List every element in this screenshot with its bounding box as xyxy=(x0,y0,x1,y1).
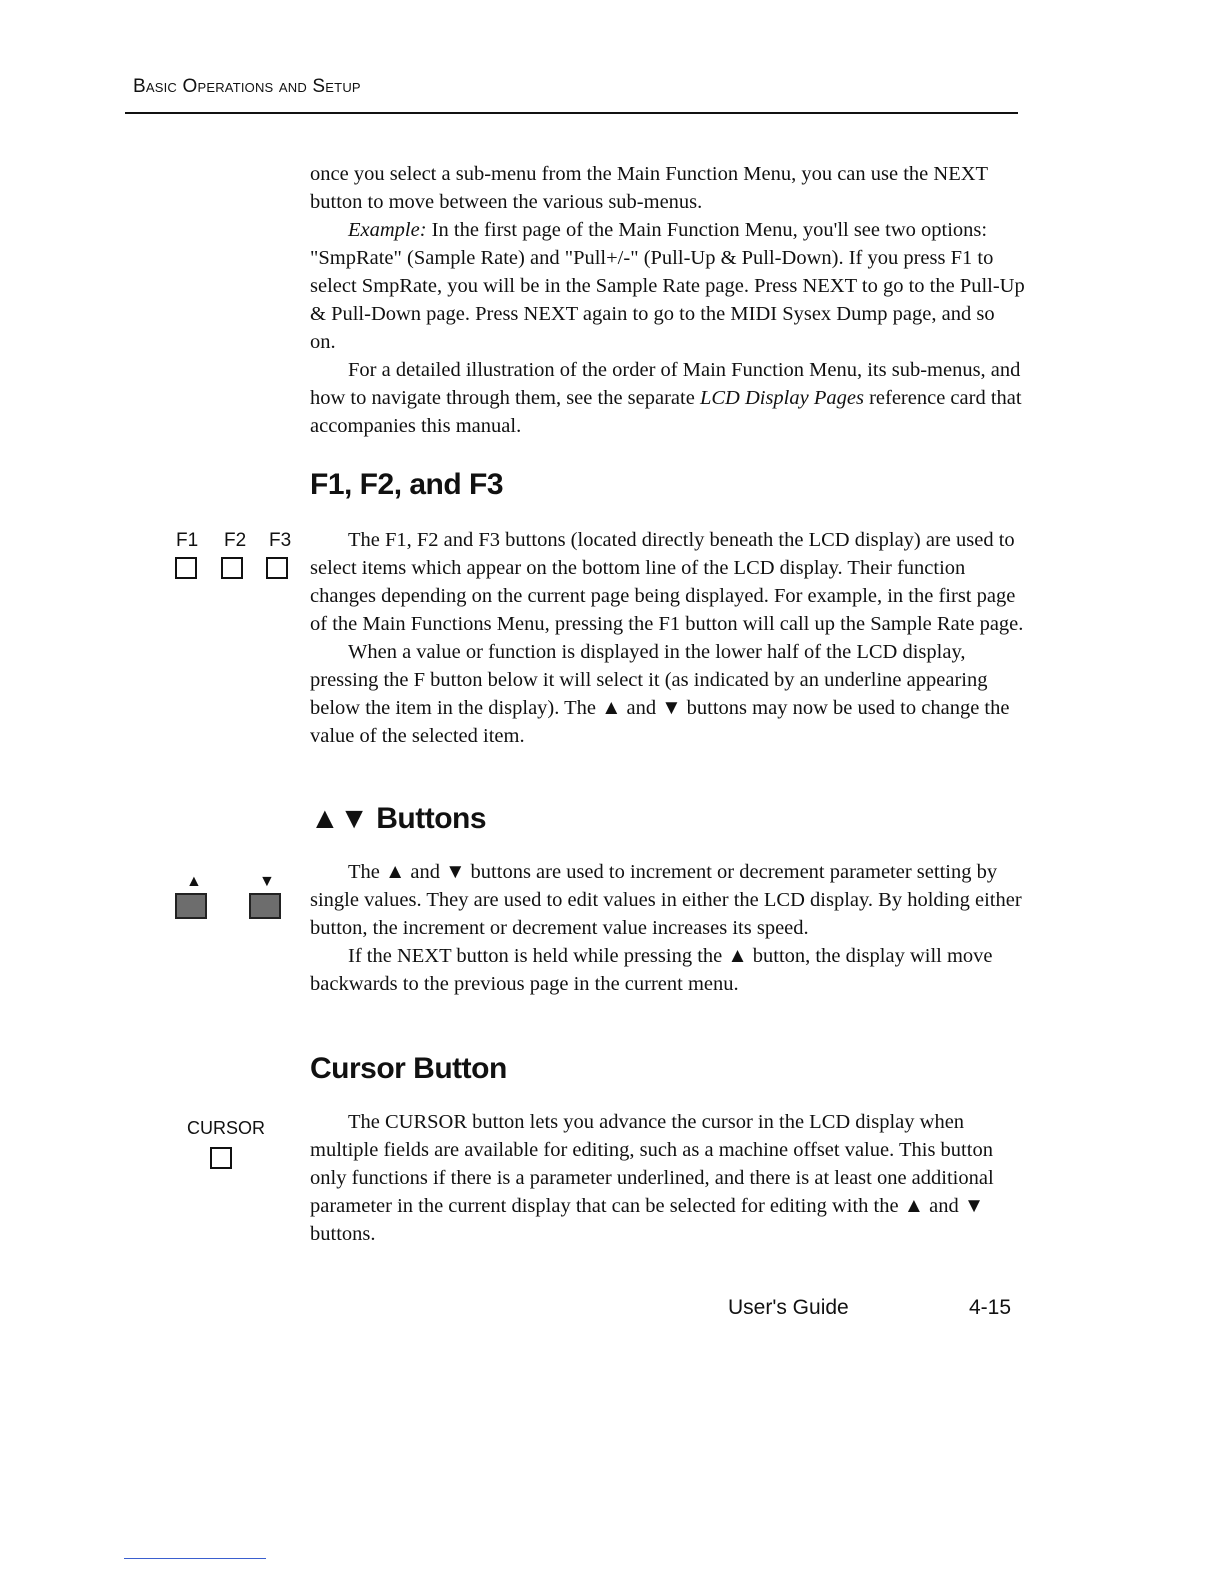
arrow-paragraph-1: The ▲ and ▼ buttons are used to increment or decrement parameter setting by single values. They are used to edit values in either the LCD display. By holding either button, the increment or decrement value increases its speed. xyxy=(310,861,1022,939)
reference-title: LCD Display Pages xyxy=(699,387,864,409)
down-arrow-icon: ▼ xyxy=(259,873,275,890)
intro-paragraph-1: once you select a sub-menu from the Main Function Menu, you can use the NEXT button to move between the various sub-menus. xyxy=(310,163,988,213)
section-heading-f-buttons: F1, F2, and F3 xyxy=(310,468,504,501)
down-button-icon xyxy=(249,893,281,919)
f2-label: F2 xyxy=(224,530,247,551)
intro-section xyxy=(310,160,1025,440)
arrow-paragraph-2: If the NEXT button is held while pressing the ▲ button, the display will move backwards to the previous page in the current menu. xyxy=(310,945,993,995)
running-head: Basic Operations and Setup xyxy=(133,76,361,97)
f-paragraph-1: The F1, F2 and F3 buttons (located directly beneath the LCD display) are used to select items which appear on the bottom line of the LCD display. Their function changes depending on the current page being displayed. For example, in the first page of the Main Functions Menu, pressing the F1 button will call up the Sample Rate page. xyxy=(310,529,1024,635)
up-button-icon xyxy=(175,893,207,919)
section-heading-cursor: Cursor Button xyxy=(310,1052,507,1085)
cursor-button-icon xyxy=(210,1147,232,1169)
scan-artifact-line xyxy=(124,1558,266,1559)
page-header xyxy=(125,70,1018,114)
intro-paragraph-2: Example: In the first page of the Main Function Menu, you'll see two options: "SmpRate" (Sample Rate) and "Pull+/-" (Pull-Up & Pull-Down). If you press F1 to select SmpRate, you will be in the Sample Rate page. Press NEXT to go to the Pull-Up & Pull-Down page. Press NEXT again to go to the MIDI Sysex Dump page, and so on. xyxy=(310,219,1025,353)
cursor-label: CURSOR xyxy=(187,1118,266,1138)
f-paragraph-2: When a value or function is displayed in the lower half of the LCD display, pressing the F button below it will select it (as indicated by an underline appearing below the item in the display). The ▲ and ▼ buttons may now be used to change the value of the selected item. xyxy=(310,641,1010,747)
example-label: Example: xyxy=(348,219,427,241)
intro-paragraph-3: For a detailed illustration of the order of Main Function Menu, its sub-menus, and how to navigate through them, see the separate LCD Display Pages reference card that accompanies this manual. xyxy=(310,359,1022,437)
f-buttons-body xyxy=(310,526,1025,750)
page-number: 4-15 xyxy=(969,1296,1012,1319)
f2-button-icon xyxy=(221,557,243,579)
f3-button-icon xyxy=(266,557,288,579)
f3-label: F3 xyxy=(269,530,292,551)
up-arrow-icon: ▲ xyxy=(186,873,202,890)
cursor-body xyxy=(310,1108,1025,1248)
arrow-buttons-body xyxy=(310,858,1025,998)
f1-label: F1 xyxy=(176,530,199,551)
footer-guide-title: User's Guide xyxy=(728,1296,849,1319)
cursor-paragraph-1: The CURSOR button lets you advance the cursor in the LCD display when multiple fields are available for editing, such as a machine offset value. This button only functions if there is a parameter underlined, and there is at least one additional parameter in the current display that can be selected for editing with the ▲ and ▼ buttons. xyxy=(310,1111,994,1245)
section-heading-arrow-buttons: ▲▼ Buttons xyxy=(310,802,487,835)
f1-button-icon xyxy=(175,557,197,579)
